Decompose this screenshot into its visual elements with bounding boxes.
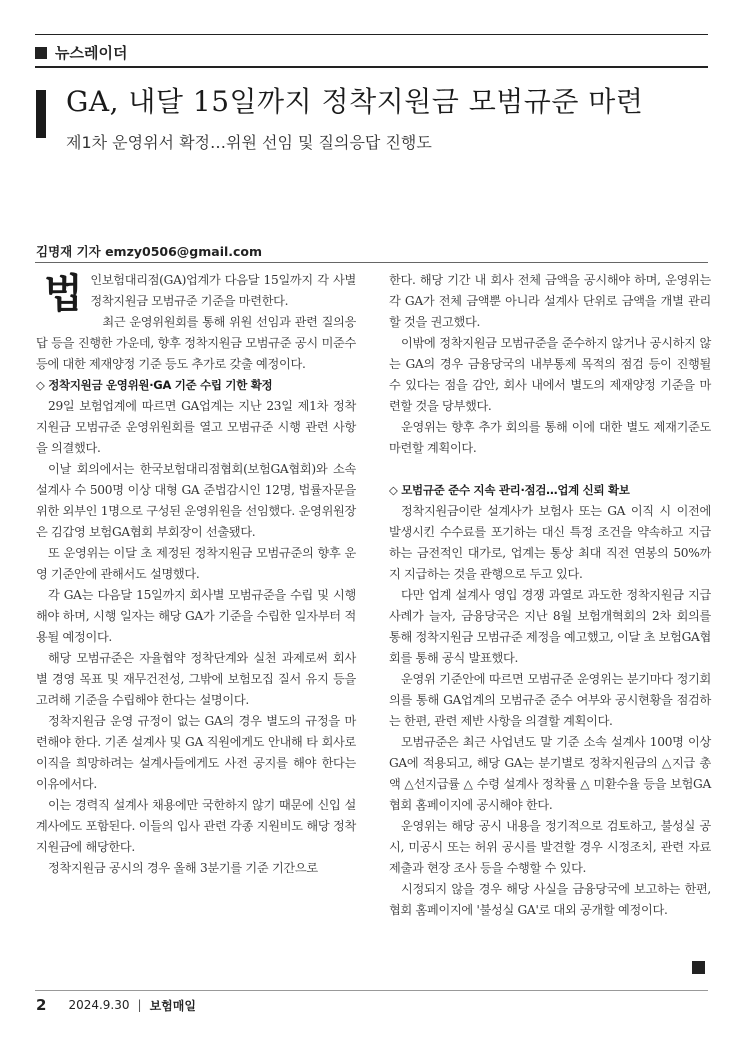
paragraph: 29일 보험업계에 따르면 GA업계는 지난 23일 제1차 정착지원금 모범규준 운영위원회를 열고 모범규준 시행 관련 사항을 의결했다. xyxy=(36,399,356,455)
top-rule xyxy=(35,34,708,35)
paragraph: 정착지원금 공시의 경우 올해 3분기를 기준 기간으로 xyxy=(48,861,318,875)
paragraph: 시정되지 않을 경우 해당 사실을 금융당국에 보고하는 한편, 협회 홈페이지에 '불성실 GA'로 대외 공개할 예정이다. xyxy=(389,882,711,917)
subsection-title: ◇ 모범규준 준수 지속 관리·점검…업계 신뢰 확보 xyxy=(389,483,630,497)
paragraph: 정착지원금이란 설계사가 보험사 또는 GA 이직 시 이전에 발생시킨 수수료를 포기하는 대신 특정 조건을 약속하고 지급하는 금전적인 대가로, 업계는 통상 최대 직전 연봉의 50%까지 지급하는 것을 관행으로 두고 있다. xyxy=(389,504,711,581)
publication-name: 보험매일 xyxy=(149,998,196,1013)
article-column-left xyxy=(36,270,356,879)
article-end-mark-icon xyxy=(692,961,705,974)
subsection-title: ◇ 정착지원금 운영위원·GA 기준 수립 기한 확정 xyxy=(36,378,273,392)
article-column-right xyxy=(389,270,711,921)
headline: GA, 내달 15일까지 정착지원금 모범규준 마련 xyxy=(66,85,644,118)
paragraph: 이는 경력직 설계사 채용에만 국한하지 않기 때문에 신입 설계사에도 포함된다. 이들의 입사 관련 각종 지원비도 해당 정착지원금에 해당한다. xyxy=(36,798,356,854)
paragraph: 한다. 해당 기간 내 회사 전체 금액을 공시해야 하며, 운영위는 각 GA가 전체 금액뿐 아니라 설계사 단위로 금액을 개별 관리할 것을 권고했다. xyxy=(389,273,711,329)
dropcap: 법 xyxy=(44,271,83,317)
paragraph: 또 운영위는 이달 초 제정된 정착지원금 모범규준의 향후 운영 기준안에 관해서도 설명했다. xyxy=(36,546,356,581)
paragraph: 운영위 기준안에 따르면 모범규준 운영위는 분기마다 정기회의를 통해 GA업계의 모범규준 준수 여부와 공시현황을 점검하는 한편, 관련 제반 사항을 의결할 계획이다. xyxy=(389,672,711,728)
section-label xyxy=(35,42,127,63)
headline-accent-bar xyxy=(36,90,46,138)
subheadline: 제1차 운영위서 확정…위원 선임 및 질의응답 진행도 xyxy=(66,133,432,152)
intro xyxy=(36,270,356,375)
page-number: 2 xyxy=(36,996,47,1014)
byline: 김명재 기자 emzy0506@gmail.com xyxy=(36,244,263,259)
issue-date: 2024.9.30 xyxy=(68,998,130,1012)
paragraph: 인보험대리점(GA)업계가 다음달 15일까지 각 사별 정착지원금 모범규준 기준을 마련한다. xyxy=(90,273,356,308)
paragraph: 최근 운영위원회를 통해 위원 선임과 관련 질의응답 등을 진행한 가운데, 향후 정착지원금 모범규준 공시 미준수 등에 대한 제재양정 기준 등도 추가로 갖출 예정이다. xyxy=(36,315,356,371)
paragraph: 운영위는 해당 공시 내용을 정기적으로 검토하고, 불성실 공시, 미공시 또는 허위 공시를 발견할 경우 시정조치, 관련 자료 제출과 현장 조사 등을 수행할 수 있다. xyxy=(389,819,711,875)
paragraph: 정착지원금 운영 규정이 없는 GA의 경우 별도의 규정을 마련해야 한다. 기존 설계사 및 GA 직원에게도 안내해 타 회사로 이직을 희망하려는 설계사들에게도 사전 공지를 해야 한다는 이유에서다. xyxy=(36,714,356,791)
section-underline xyxy=(35,66,708,68)
footer xyxy=(36,996,196,1014)
section-label-text: 뉴스레이더 xyxy=(55,44,128,62)
square-bullet-icon xyxy=(35,47,47,59)
paragraph: 이밖에 정착지원금 모범규준을 준수하지 않거나 공시하지 않는 GA의 경우 금융당국의 내부통제 목적의 점검 등이 진행될 수 있다는 점을 감안, 회사 내에서 별도의 제재양정 기준을 마련할 것을 당부했다. xyxy=(389,336,711,413)
paragraph: 각 GA는 다음달 15일까지 회사별 모범규준을 수립 및 시행해야 하며, 시행 일자는 해당 GA가 기준을 수립한 일자부터 적용될 예정이다. xyxy=(36,588,356,644)
paragraph: 운영위는 향후 추가 회의를 통해 이에 대한 별도 제재기준도 마련할 계획이다. xyxy=(389,420,711,455)
paragraph: 다만 업계 설계사 영입 경쟁 과열로 과도한 정착지원금 지급 사례가 늘자, 금융당국은 지난 8월 보험개혁회의 2차 회의를 통해 정착지원금 모범규준 제정을 예고했고, 이달 초 보험GA협회를 통해 공식 발표했다. xyxy=(389,588,711,665)
footer-separator: | xyxy=(137,998,142,1012)
paragraph: 모범규준은 최근 사업년도 말 기준 소속 설계사 100명 이상 GA에 적용되고, 해당 GA는 분기별로 정착지원금의 △지급 총액 △선지급률 △ 수령 설계사 정착률 △ 미환수율 등을 보험GA협회 홈페이지에 공시해야 한다. xyxy=(389,735,711,812)
footer-rule xyxy=(35,990,708,991)
paragraph: 해당 모범규준은 자율협약 정착단계와 실천 과제로써 회사별 경영 목표 및 재무건전성, 그밖에 보험모집 질서 유지 등을 고려해 기준을 수립해야 한다는 설명이다. xyxy=(36,651,356,707)
byline-rule xyxy=(35,262,708,263)
paragraph: 이날 회의에서는 한국보험대리점협회(보험GA협회)와 소속 설계사 수 500명 이상 대형 GA 준법감시인 12명, 법률자문을 위한 외부인 1명으로 구성된 운영위원을 선임했다. 운영위원장은 김갑영 보험GA협회 부회장이 선출됐다. xyxy=(36,462,356,539)
